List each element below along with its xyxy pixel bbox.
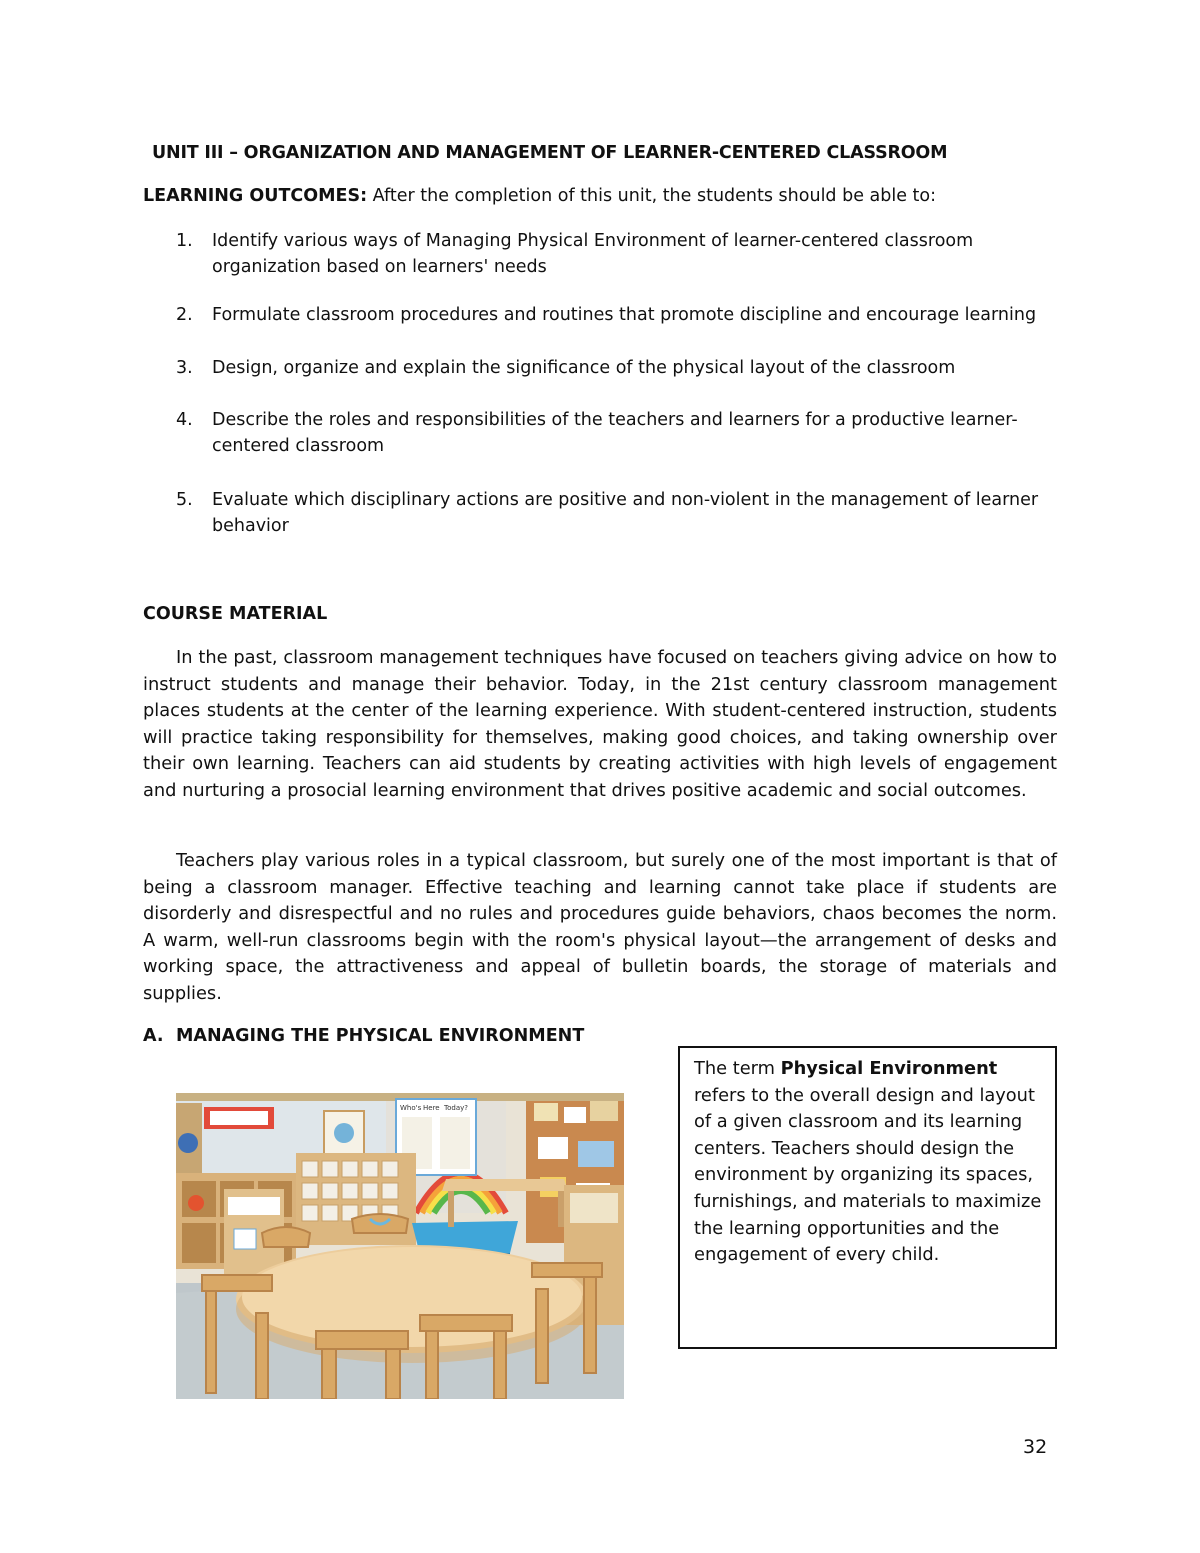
sign-text: Who's bbox=[400, 1104, 422, 1112]
course-material-heading: COURSE MATERIAL bbox=[143, 604, 328, 624]
outcome-number: 3. bbox=[176, 358, 193, 378]
sign-text: Here bbox=[423, 1104, 440, 1112]
learning-outcomes-list bbox=[143, 228, 1063, 539]
classroom-photo bbox=[176, 1093, 624, 1399]
outcome-text: Describe the roles and responsibilities of the teachers and learners for a productive learner-centered classroom bbox=[212, 410, 1018, 456]
sign-text: Today? bbox=[444, 1104, 468, 1112]
outcome-item bbox=[143, 228, 1063, 280]
outcome-number: 2. bbox=[176, 305, 193, 325]
outcome-text: Formulate classroom procedures and routines that promote discipline and encourage learning bbox=[212, 305, 1037, 325]
outcome-text: Evaluate which disciplinary actions are positive and non-violent in the management of learner behavior bbox=[212, 490, 1039, 536]
outcome-number: 1. bbox=[176, 231, 193, 251]
learning-outcomes-text: After the completion of this unit, the students should be able to: bbox=[367, 186, 937, 206]
callout-term: Physical Environment bbox=[780, 1058, 998, 1079]
callout-text: refers to the overall design and layout of a given classroom and its learning centers. Teachers should design the environment by organizing its spaces, furnishings, and materials to maximize the learning opportunities and the engagement of every child. bbox=[694, 1084, 1042, 1266]
outcome-item bbox=[143, 302, 1063, 328]
learning-outcomes-label: LEARNING OUTCOMES: bbox=[143, 186, 368, 206]
unit-title: UNIT III – ORGANIZATION AND MANAGEMENT OF LEARNER-CENTERED CLASSROOM bbox=[152, 143, 948, 163]
course-paragraph: Teachers play various roles in a typical classroom, but surely one of the most important is that of being a classroom manager. Effective teaching and learning cannot take place if students are disorderly and disrespectful and no rules and procedures guide behaviors, chaos becomes the norm. A warm, well-run classrooms begin with the room's physical layout—the arrangement of desks and working space, the attractiveness and appeal of bulletin boards, the storage of materials and supplies. bbox=[143, 850, 1057, 1004]
course-paragraph: In the past, classroom management techniques have focused on teachers giving advice on how to instruct students and manage their behavior. Today, in the 21st century classroom management places students at the center of the learning experience. With student-centered instruction, students will practice taking responsibility for themselves, making good choices, and taking ownership over their own learning. Teachers can aid students by creating activities with high levels of engagement and nurturing a prosocial learning environment that drives positive academic and social outcomes. bbox=[143, 647, 1057, 801]
outcome-number: 4. bbox=[176, 410, 193, 430]
page-number: 32 bbox=[1023, 1436, 1048, 1458]
outcome-number: 5. bbox=[176, 490, 193, 510]
section-letter: A. bbox=[143, 1026, 164, 1046]
callout-text-pre: The term bbox=[694, 1058, 781, 1079]
outcome-item bbox=[143, 407, 1063, 459]
definition-callout bbox=[678, 1046, 1057, 1349]
learning-outcomes-intro bbox=[143, 186, 1063, 206]
outcome-item bbox=[143, 355, 1063, 381]
outcome-item bbox=[143, 487, 1063, 539]
outcome-text: Design, organize and explain the significance of the physical layout of the classroom bbox=[212, 358, 956, 378]
section-a-heading bbox=[143, 1026, 584, 1046]
section-title: MANAGING THE PHYSICAL ENVIRONMENT bbox=[176, 1026, 585, 1046]
outcome-text: Identify various ways of Managing Physical Environment of learner-centered classroom organization based on learners' needs bbox=[212, 231, 974, 277]
